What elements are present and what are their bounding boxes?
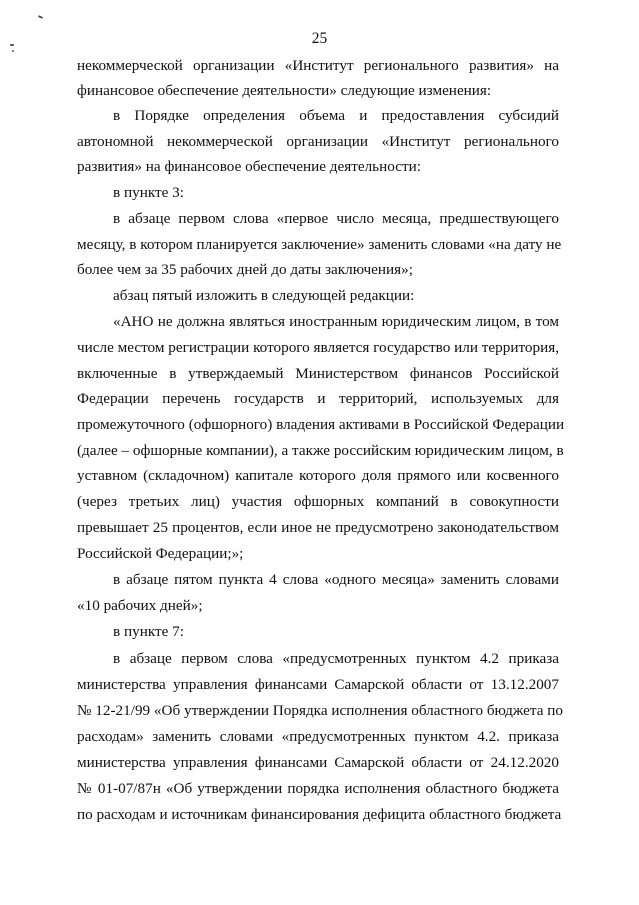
text-line: министерства управления финансами Самарской области от 24.12.2020: [77, 754, 559, 771]
text-line: более чем за 35 рабочих дней до даты заключения»;: [77, 261, 413, 278]
text-line: в Порядке определения объема и предоставления субсидий: [113, 107, 559, 124]
text-line: некоммерческой организации «Институт регионального развития» на: [77, 57, 559, 74]
text-line: уставном (складочном) капитале которого доля прямого или косвенного: [77, 467, 559, 484]
text-line: (далее – офшорные компании), а также российским юридическим лицом, в: [77, 442, 564, 459]
scan-mark: [38, 15, 43, 19]
text-line: в абзаце первом слова «предусмотренных пунктом 4.2 приказа: [113, 650, 559, 667]
text-line: «АНО не должна являться иностранным юридическим лицом, в том: [113, 313, 559, 330]
text-line: министерства управления финансами Самарской области от 13.12.2007: [77, 676, 559, 693]
text-line: Российской Федерации;»;: [77, 545, 244, 562]
page-number: 25: [311, 30, 328, 47]
text-line: развития» на финансовое обеспечение деятельности:: [77, 158, 421, 175]
text-line: месяцу, в котором планируется заключение» заменить словами «на дату не: [77, 236, 562, 253]
text-line: превышает 25 процентов, если иное не предусмотрено законодательством: [77, 519, 559, 536]
text-line: № 01-07/87н «Об утверждении порядка исполнения областного бюджета: [77, 780, 559, 797]
text-line: абзац пятый изложить в следующей редакции:: [113, 287, 415, 304]
text-line: № 12-21/99 «Об утверждении Порядка исполнения областного бюджета по: [77, 702, 563, 719]
text-line: в пункте 7:: [113, 623, 184, 640]
text-line: промежуточного (офшорного) владения активами в Российской Федерации: [77, 416, 565, 433]
scan-mark: [12, 50, 14, 52]
text-line: расходам» заменить словами «предусмотренных пунктом 4.2. приказа: [77, 728, 559, 745]
text-line: (через третьих лиц) участия офшорных компаний в совокупности: [77, 493, 559, 510]
text-line: «10 рабочих дней»;: [77, 597, 203, 614]
text-line: числе местом регистрации которого является государство или территория,: [77, 339, 559, 356]
text-line: в абзаце пятом пункта 4 слова «одного месяца» заменить словами: [113, 571, 559, 588]
text-line: по расходам и источникам финансирования дефицита областного бюджета: [77, 806, 562, 823]
text-line: автономной некоммерческой организации «Институт регионального: [77, 133, 559, 150]
text-line: в абзаце первом слова «первое число месяца, предшествующего: [113, 210, 559, 227]
text-line: Федерации перечень государств и территорий, используемых для: [77, 390, 559, 407]
text-line: в пункте 3:: [113, 184, 184, 201]
text-line: финансовое обеспечение деятельности» следующие изменения:: [77, 82, 492, 99]
text-line: включенные в утверждаемый Министерством финансов Российской: [77, 365, 559, 382]
